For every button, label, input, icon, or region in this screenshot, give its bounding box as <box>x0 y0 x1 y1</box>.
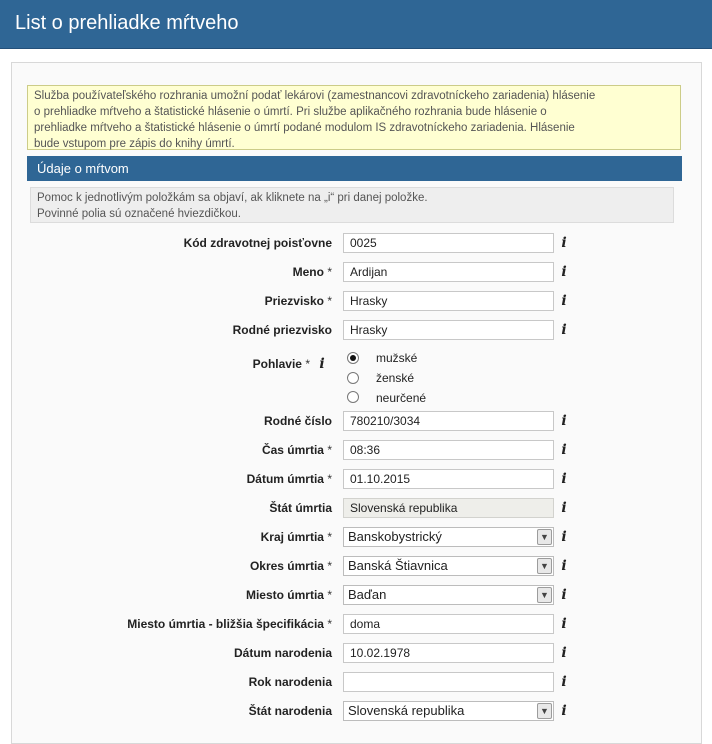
birth-country-select[interactable]: Slovenská republika ▼ <box>343 701 554 721</box>
birth-surname-label: Rodné priezvisko <box>232 323 332 337</box>
insurance-code-input[interactable]: 0025 <box>343 233 554 253</box>
birth-surname-input[interactable]: Hrasky <box>343 320 554 340</box>
page-title: List o prehliadke mŕtveho <box>15 12 239 34</box>
notice-line: Služba používateľského rozhrania umožní podať lekárovi (zamestnancovi zdravotníckeho zariadenia) hlásenie <box>34 90 596 102</box>
service-notice <box>27 85 681 150</box>
birth-number-input[interactable]: 780210/3034 <box>343 411 554 431</box>
info-icon[interactable]: i <box>561 322 567 338</box>
first-name-label: Meno * <box>292 265 332 279</box>
help-line: Pomoc k jednotlivým položkám sa objaví, ak kliknete na „i“ pri danej položke. <box>37 192 428 204</box>
gender-radio-undetermined[interactable] <box>347 391 359 403</box>
gender-radio-female[interactable] <box>347 372 359 384</box>
death-country-label: Štát úmrtia <box>269 501 332 515</box>
info-icon[interactable]: i <box>561 471 567 487</box>
death-date-input[interactable]: 01.10.2015 <box>343 469 554 489</box>
death-district-select[interactable]: Banská Štiavnica ▼ <box>343 556 554 576</box>
death-place-detail-label: Miesto úmrtia - bližšia špecifikácia * <box>127 617 332 631</box>
info-icon[interactable]: i <box>561 703 567 719</box>
death-time-label: Čas úmrtia * <box>261 443 332 457</box>
gender-option-male: mužské <box>376 351 418 365</box>
chevron-down-icon[interactable]: ▼ <box>537 587 552 603</box>
info-icon[interactable]: i <box>561 264 567 280</box>
notice-line: prehliadke mŕtveho a štatistické hlásenie o úmrtí podané modulom IS zdravotníckeho zariadenia. Hlásenie <box>34 122 575 134</box>
help-line: Povinné polia sú označené hviezdičkou. <box>37 208 241 220</box>
chevron-down-icon[interactable]: ▼ <box>537 558 552 574</box>
info-icon[interactable]: i <box>561 645 567 661</box>
info-icon[interactable]: i <box>561 529 567 545</box>
death-time-input[interactable]: 08:36 <box>343 440 554 460</box>
gender-radio-male[interactable] <box>347 352 359 364</box>
notice-line: o prehliadke mŕtveho a štatistické hlásenie o úmrtí. Pri službe aplikačného rozhrania bude hlásenie o <box>34 106 547 118</box>
birth-country-label: Štát narodenia <box>248 704 332 718</box>
chevron-down-icon[interactable]: ▼ <box>537 529 552 545</box>
death-place-label: Miesto úmrtia * <box>245 588 332 602</box>
info-icon[interactable]: i <box>561 674 567 690</box>
info-icon[interactable]: i <box>561 616 567 632</box>
section-header: Údaje o mŕtvom <box>27 156 682 181</box>
death-district-label: Okres úmrtia * <box>249 559 332 573</box>
chevron-down-icon[interactable]: ▼ <box>537 703 552 719</box>
info-icon[interactable]: i <box>319 356 325 372</box>
death-region-label: Kraj úmrtia * <box>260 530 332 544</box>
info-icon[interactable]: i <box>561 293 567 309</box>
birth-number-label: Rodné číslo <box>263 414 332 428</box>
info-icon[interactable]: i <box>561 558 567 574</box>
help-box <box>30 187 674 223</box>
birth-date-label: Dátum narodenia <box>233 646 332 660</box>
notice-line: bude vstupom pre zápis do knihy úmrtí. <box>34 138 235 150</box>
info-icon[interactable]: i <box>561 442 567 458</box>
birth-year-input[interactable] <box>343 672 554 692</box>
death-date-label: Dátum úmrtia * <box>246 472 332 486</box>
insurance-code-label: Kód zdravotnej poisťovne <box>183 236 332 250</box>
surname-label: Priezvisko * <box>264 294 332 308</box>
info-icon[interactable]: i <box>561 235 567 251</box>
info-icon[interactable]: i <box>561 587 567 603</box>
title-bar <box>0 0 712 49</box>
death-place-detail-input[interactable]: doma <box>343 614 554 634</box>
death-place-select[interactable]: Baďan ▼ <box>343 585 554 605</box>
info-icon[interactable]: i <box>561 500 567 516</box>
first-name-input[interactable]: Ardijan <box>343 262 554 282</box>
death-region-select[interactable]: Banskobystrický ▼ <box>343 527 554 547</box>
gender-option-undetermined: neurčené <box>376 391 427 405</box>
info-icon[interactable]: i <box>561 413 567 429</box>
birth-date-input[interactable]: 10.02.1978 <box>343 643 554 663</box>
surname-input[interactable]: Hrasky <box>343 291 554 311</box>
gender-label: Pohlavie * <box>252 357 310 371</box>
birth-year-label: Rok narodenia <box>248 675 332 689</box>
death-country-field: Slovenská republika <box>343 498 554 518</box>
gender-option-female: ženské <box>376 371 415 385</box>
